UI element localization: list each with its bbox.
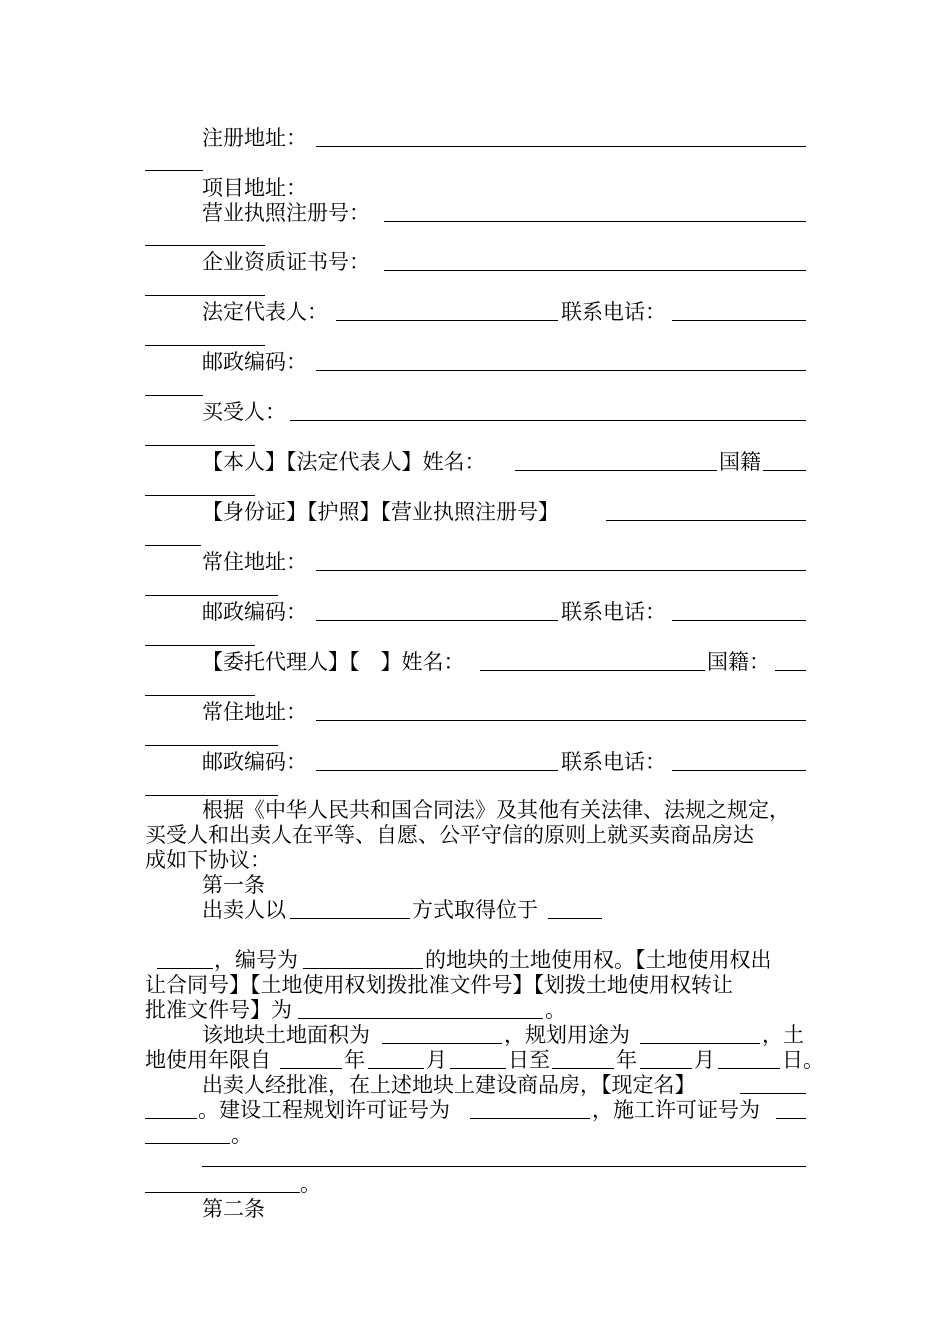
buyer-address-blank-cont[interactable] bbox=[145, 595, 278, 596]
construction-permit-blank[interactable] bbox=[776, 1118, 806, 1119]
current-name-blank[interactable] bbox=[740, 1093, 806, 1094]
legal-rep-label: 法定代表人： bbox=[202, 300, 328, 324]
end-year-blank[interactable] bbox=[552, 1068, 614, 1069]
end-day-blank[interactable] bbox=[718, 1068, 780, 1069]
article-1-text-e3: ，土 bbox=[762, 1023, 804, 1047]
article-1-text-h1: 。建设工程规划许可证号为 bbox=[198, 1098, 450, 1122]
article-1-text-e2: ，规划用途为 bbox=[504, 1023, 630, 1047]
buyer-id-blank[interactable] bbox=[606, 520, 806, 521]
agent-phone-blank[interactable] bbox=[672, 770, 806, 771]
seller-phone-blank-cont[interactable] bbox=[145, 345, 265, 346]
acquisition-method-blank[interactable] bbox=[290, 918, 410, 919]
article-1-text-c: 让合同号】【土地使用权划拨批准文件号】【划拨土地使用权转让 bbox=[145, 973, 733, 997]
buyer-label: 买受人： bbox=[202, 400, 286, 424]
planning-permit-blank[interactable] bbox=[470, 1118, 590, 1119]
agent-address-label: 常住地址： bbox=[202, 700, 307, 724]
reg-address-label: 注册地址： bbox=[202, 126, 307, 150]
agent-address-blank[interactable] bbox=[316, 720, 806, 721]
qualification-no-blank-cont[interactable] bbox=[145, 295, 265, 296]
article-1-text-e1: 该地块土地面积为 bbox=[202, 1023, 370, 1047]
agent-postcode-label: 邮政编码： bbox=[202, 750, 307, 774]
article-1-text-g1: 出卖人经批准，在上述地块上建设商品房，【现定名】 bbox=[202, 1073, 696, 1097]
qualification-no-label: 企业资质证书号： bbox=[202, 250, 370, 274]
article-1-text-d2: 。 bbox=[545, 998, 566, 1022]
license-no-blank-cont[interactable] bbox=[145, 245, 265, 246]
article-1-text-a1: 出卖人以 bbox=[202, 898, 286, 922]
extra-blank-line[interactable] bbox=[202, 1166, 806, 1167]
buyer-name-label: 【本人】【法定代表人】姓名： bbox=[202, 450, 486, 474]
article-1-text-h2: ，施工许可证号为 bbox=[592, 1098, 760, 1122]
buyer-phone-blank[interactable] bbox=[672, 620, 806, 621]
seller-postcode-blank-cont[interactable] bbox=[145, 395, 203, 396]
article-1-text-b2: 的地块的土地使用权。【土地使用权出 bbox=[425, 948, 772, 972]
article-1-heading: 第一条 bbox=[202, 873, 265, 897]
preamble-line-2: 买受人和出卖人在平等、自愿、公平守信的原则上就买卖商品房达 bbox=[145, 823, 754, 847]
end-day-label: 日。 bbox=[782, 1048, 824, 1072]
article-1-text-f1: 地使用年限自 bbox=[145, 1048, 271, 1072]
reg-address-blank-cont[interactable] bbox=[145, 170, 203, 171]
buyer-id-label: 【身份证】【护照】【营业执照注册号】 bbox=[202, 500, 559, 524]
reg-address-blank[interactable] bbox=[316, 146, 806, 147]
buyer-nationality-blank-cont[interactable] bbox=[145, 495, 255, 496]
land-location-blank-cont[interactable] bbox=[157, 968, 213, 969]
seller-postcode-blank[interactable] bbox=[316, 370, 806, 371]
end-month-blank[interactable] bbox=[640, 1068, 692, 1069]
article-1-text-i1: 。 bbox=[231, 1123, 252, 1147]
legal-rep-blank[interactable] bbox=[336, 320, 558, 321]
buyer-blank-cont[interactable] bbox=[145, 445, 255, 446]
agent-nationality-blank[interactable] bbox=[775, 670, 806, 671]
article-1-text-b1: ，编号为 bbox=[214, 948, 298, 972]
end-year-label: 年 bbox=[616, 1048, 637, 1072]
buyer-postcode-blank[interactable] bbox=[316, 620, 558, 621]
buyer-phone-label: 联系电话： bbox=[561, 600, 666, 624]
agent-postcode-blank[interactable] bbox=[316, 770, 558, 771]
buyer-address-blank[interactable] bbox=[316, 570, 806, 571]
start-year-label: 年 bbox=[344, 1048, 365, 1072]
article-1-text-a2: 方式取得位于 bbox=[412, 898, 538, 922]
construction-permit-blank-cont[interactable] bbox=[145, 1143, 230, 1144]
start-month-blank[interactable] bbox=[368, 1068, 424, 1069]
preamble-line-1: 根据《中华人民共和国合同法》及其他有关法律、法规之规定， bbox=[202, 798, 790, 822]
start-day-blank[interactable] bbox=[450, 1068, 506, 1069]
parcel-no-blank[interactable] bbox=[303, 968, 423, 969]
land-location-blank[interactable] bbox=[548, 918, 602, 919]
seller-postcode-label: 邮政编码： bbox=[202, 350, 307, 374]
planned-use-blank[interactable] bbox=[640, 1043, 760, 1044]
project-address-label: 项目地址： bbox=[202, 176, 307, 200]
agent-address-blank-cont[interactable] bbox=[145, 745, 278, 746]
land-area-blank[interactable] bbox=[382, 1043, 502, 1044]
start-month-label: 月 bbox=[426, 1048, 447, 1072]
buyer-name-blank[interactable] bbox=[515, 470, 717, 471]
current-name-blank-cont[interactable] bbox=[145, 1118, 197, 1119]
buyer-address-label: 常住地址： bbox=[202, 550, 307, 574]
buyer-nationality-label: 国籍 bbox=[719, 450, 761, 474]
end-month-label: 月 bbox=[694, 1048, 715, 1072]
start-year-blank[interactable] bbox=[280, 1068, 342, 1069]
seller-phone-label: 联系电话： bbox=[561, 300, 666, 324]
buyer-blank[interactable] bbox=[290, 420, 806, 421]
contract-no-blank[interactable] bbox=[298, 1018, 543, 1019]
license-no-label: 营业执照注册号： bbox=[202, 201, 370, 225]
buyer-id-blank-cont[interactable] bbox=[145, 545, 201, 546]
start-day-to-label: 日至 bbox=[508, 1048, 550, 1072]
agent-nationality-blank-cont[interactable] bbox=[145, 695, 255, 696]
buyer-nationality-blank[interactable] bbox=[763, 470, 806, 471]
buyer-phone-blank-cont[interactable] bbox=[145, 645, 255, 646]
agent-name-blank[interactable] bbox=[480, 670, 705, 671]
article-1-text-j1: 。 bbox=[300, 1172, 321, 1196]
preamble-line-3: 成如下协议： bbox=[145, 848, 271, 872]
agent-name-label: 【委托代理人】【 】姓名： bbox=[202, 650, 465, 674]
seller-phone-blank[interactable] bbox=[672, 320, 806, 321]
buyer-postcode-label: 邮政编码： bbox=[202, 600, 307, 624]
extra-blank-line-cont[interactable] bbox=[145, 1192, 300, 1193]
qualification-no-blank[interactable] bbox=[384, 270, 806, 271]
article-1-text-d1: 批准文件号】为 bbox=[145, 998, 292, 1022]
agent-phone-blank-cont[interactable] bbox=[145, 795, 278, 796]
agent-phone-label: 联系电话： bbox=[561, 750, 666, 774]
license-no-blank[interactable] bbox=[384, 221, 806, 222]
article-2-heading: 第二条 bbox=[202, 1197, 265, 1221]
agent-nationality-label: 国籍： bbox=[707, 650, 770, 674]
